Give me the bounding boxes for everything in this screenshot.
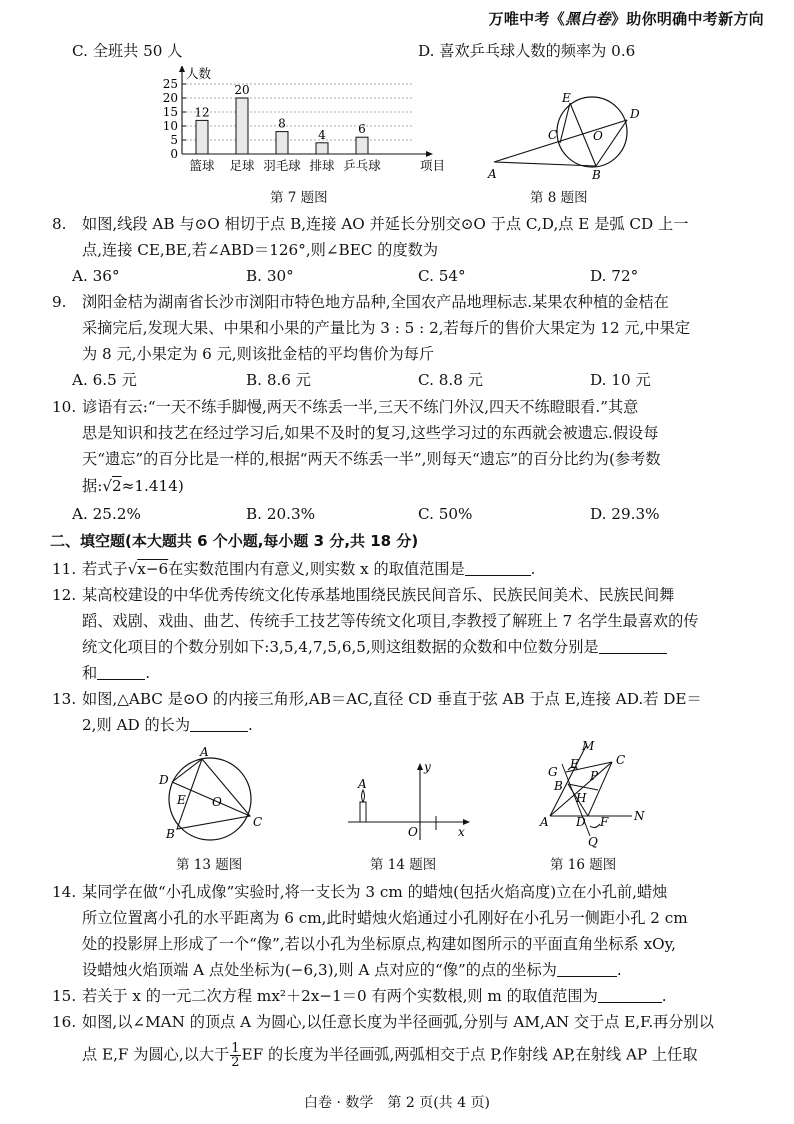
chart-category-label: 足球 [229,158,255,173]
q9-line3: 为 8 元,小果定为 6 元,则该批金桔的平均售价为每斤 [82,345,435,363]
fig16-label-B: B [554,779,563,793]
fig13-label-A: A [200,745,209,759]
fig14-label-y: y [424,760,431,774]
q14-line4 [82,959,622,981]
chart-category-label: 乒乓球 [343,158,381,173]
chart-y-axis-label: 人数 [186,66,212,81]
q15-line [52,985,667,1007]
q9-number: 9. [52,293,67,311]
fig14-label-x: x [458,825,465,839]
chart-bar [196,120,208,154]
q13-text2-end: . [248,716,253,734]
fig13-label-C: C [253,815,263,829]
fig16-label-N: N [634,809,645,823]
fig16-diagram [528,740,648,850]
q12-text4-end: . [145,664,151,682]
q8-option-b: B. 30° [246,267,294,285]
fig8-label-O: O [593,129,603,143]
q7-option-c: C. 全班共 50 人 [72,42,183,60]
fig14-caption: 第 14 题图 [370,857,437,873]
fig8-caption: 第 8 题图 [530,190,588,206]
fig16-label-A: A [540,815,549,829]
q10-text4-post: ≈1.414) [121,477,184,495]
chart-x-axis-label: 项目 [420,158,446,173]
page-footer: 白卷 · 数学 第 2 页(共 4 页) [304,1095,490,1111]
chart-bar [236,98,248,154]
fig13-caption: 第 13 题图 [176,857,243,873]
fig16-label-P: P [590,769,599,783]
q9-option-a: A. 6.5 元 [72,371,137,389]
fig14-label-A: A [358,777,367,791]
q12-text3: 统文化项目的个数分别如下:3,5,4,7,5,6,5,则这组数据的众数和中位数分别是 [82,638,599,656]
chart-category-label: 羽毛球 [263,158,301,173]
fraction-numerator: 1 [231,1041,240,1056]
q13-text1: 如图,△ABC 是⊙O 的内接三角形,AB＝AC,直径 CD 垂直于弦 AB 于点 E,连接 AD.若 DE＝ [82,690,702,708]
q13-text2-pre: 2,则 AD 的长为 [82,716,191,734]
q8-option-c: C. 54° [418,267,466,285]
q16-number: 16. [52,1013,77,1031]
q12-line1 [52,584,674,606]
q13-line1 [52,688,702,710]
chart-data-label: 12 [194,105,210,120]
q11-text-pre: 若式子 [82,560,128,578]
chart-y-tick-label: 10 [162,119,178,133]
q13-number: 13. [52,690,77,708]
fig14-candle [360,802,366,822]
q14-text4-pre: 设蜡烛火焰顶端 A 点处坐标为(−6,3),则 A 点对应的“像”的点的坐标为 [82,961,557,979]
q8-line1 [52,213,688,235]
q15-text-pre: 若关于 x 的一元二次方程 mx²＋2x−1＝0 有两个实数根,则 m 的取值范围为 [82,987,598,1005]
fig8-label-D: D [630,107,640,121]
chart-y-arrow [179,66,185,72]
q13-answer-blank[interactable] [190,717,248,732]
chart-data-label: 8 [278,116,286,131]
chart-bar [316,143,328,154]
q13-line2 [82,714,253,736]
q12-text4-pre: 和 [82,664,98,682]
q9-option-d: D. 10 元 [590,371,651,389]
q12-line2: 蹈、戏剧、戏曲、曲艺、传统手工技艺等传统文化项目,李教授了解班上 7 名学生最喜欢的传 [82,612,699,630]
chart-category-label: 排球 [309,158,335,173]
q16-line1 [52,1011,714,1033]
q14-text4-end: . [616,961,622,979]
q14-line1 [52,881,667,903]
chart-plot [163,66,445,173]
fig13-label-B: B [166,827,175,841]
chart-data-label: 4 [318,127,326,142]
fraction-one-half [230,1042,240,1069]
chart-y-tick-label: 25 [162,77,178,91]
q14-line3: 处的投影屏上形成了一个“像”,若以小孔为坐标原点,构建如图所示的平面直角坐标系 xOy, [82,935,676,953]
q9-line1 [52,291,669,313]
fig8-line-BD [596,120,627,166]
q8-option-a: A. 36° [72,267,120,285]
fig8-line-AB [494,162,596,166]
q15-number: 15. [52,987,77,1005]
q12-answer-blank-1[interactable] [599,639,667,654]
q12-line3 [82,636,667,658]
q10-number: 10. [52,398,77,416]
q10-option-a: A. 25.2% [72,505,141,523]
q11-line [52,558,535,580]
fig16-label-Q: Q [588,835,598,849]
fig8-diagram [480,90,650,186]
fig16-label-C: C [616,753,626,767]
q16-line2 [82,1042,698,1069]
fig8-label-C: C [548,128,558,142]
q8-line2: 点,连接 CE,BE,若∠ABD＝126°,则∠BEC 的度数为 [82,241,439,259]
chart-bar [356,137,368,154]
chart-data-label: 6 [358,122,366,137]
sqrt-sign: √ [102,477,112,495]
q12-text1: 某高校建设的中华优秀传统文化传承基地围绕民族民间音乐、民族民间美术、民族民间舞 [82,586,675,604]
chart-data-label: 20 [234,83,250,97]
q10-option-d: D. 29.3% [590,505,660,523]
fig14-y-arrow [417,763,423,770]
q7-option-d: D. 喜欢乒乓球人数的频率为 0.6 [418,42,636,60]
q10-text1: 谚语有云:“一天不练手脚慢,两天不练丢一半,三天不练门外汉,四天不练瞪眼看.”其意 [82,398,639,416]
fig8-label-B: B [592,168,601,182]
fig13-label-D: D [159,773,169,787]
q10-text4-pre: 据: [82,477,103,495]
fig16-label-D: D [576,815,586,829]
q12-number: 12. [52,586,77,604]
q10-line1 [52,396,638,418]
fraction-denominator: 2 [231,1055,240,1070]
q10-option-b: B. 20.3% [246,505,316,523]
fig13-label-E: E [177,793,186,807]
fig7-bar-chart [150,66,450,186]
fig8-label-A: A [488,167,497,181]
fig13-diagram [150,744,280,848]
q11-answer-blank[interactable] [465,561,531,576]
q14-answer-blank[interactable] [557,962,617,977]
chart-y-tick-label: 20 [162,91,178,105]
page-header [489,8,764,29]
q14-line2: 所立位置离小孔的水平距离为 6 cm,此时蜡烛火焰通过小孔刚好在小孔另一侧距小孔 2 cm [82,909,688,927]
q9-text1: 浏阳金桔为湖南省长沙市浏阳市特色地方品种,全国农产品地理标志.某果农种植的金桔在 [82,293,669,311]
q11-number: 11. [52,560,77,578]
fig13-label-O: O [212,795,222,809]
header-brand: 黑白卷 [565,10,611,28]
q15-answer-blank[interactable] [598,988,662,1003]
q10-sqrt-radicand: 2 [112,477,122,495]
fig16-caption: 第 16 题图 [550,857,617,873]
q8-option-d: D. 72° [590,267,639,285]
q11-sqrt-radicand: x−6 [137,560,169,578]
fig14-flame-icon [362,790,365,802]
fig16-line-BH [568,784,598,790]
q9-option-c: C. 8.8 元 [418,371,483,389]
q10-option-c: C. 50% [418,505,473,523]
chart-bar [276,132,288,154]
sqrt-sign: √ [127,560,138,578]
q10-line2: 思是知识和技艺在经过学习后,如果不及时的复习,这些学习过的东西就会被遗忘.假设每 [82,424,659,442]
fig7-caption: 第 7 题图 [270,190,328,206]
fig16-label-E: E [570,757,579,771]
chart-y-tick-label: 5 [170,133,178,147]
q16-text2-pre: 点 E,F 为圆心,以大于 [82,1045,230,1064]
header-suffix: 》助你明确中考新方向 [610,10,764,28]
section-fill-in-blank-title: 二、填空题(本大题共 6 个小题,每小题 3 分,共 18 分) [50,532,419,550]
fig16-label-G: G [548,765,558,779]
fig14-diagram [338,758,478,848]
q8-number: 8. [52,215,67,233]
q12-line4 [82,662,150,684]
chart-y-tick-label: 15 [162,105,178,119]
fig14-label-O: O [408,825,418,839]
fig16-label-M: M [582,740,595,753]
q11-text-post: 在实数范围内有意义,则实数 x 的取值范围是 [168,560,465,578]
q11-text-end: . [530,560,536,578]
fig16-label-H: H [576,791,587,805]
q8-text1: 如图,线段 AB 与⊙O 相切于点 B,连接 AO 并延长分别交⊙O 于点 C,D,点 E 是弧 CD 上一 [82,215,689,233]
q9-option-b: B. 8.6 元 [246,371,311,389]
q10-line4 [82,475,184,497]
fig16-label-F: F [600,815,609,829]
q14-text1: 某同学在做“小孔成像”实验时,将一支长为 3 cm 的蜡烛(包括火焰高度)立在小孔前,蜡烛 [82,883,668,901]
header-prefix: 万唯中考《 [488,10,566,28]
fig8-label-E: E [562,91,571,105]
q15-text-end: . [661,987,667,1005]
q12-answer-blank-2[interactable] [97,665,145,680]
fig16-arc-2 [590,824,600,828]
chart-category-label: 篮球 [189,158,215,173]
q14-number: 14. [52,883,77,901]
chart-x-arrow [426,151,433,157]
q16-text2-post: EF 的长度为半径画弧,两弧相交于点 P,作射线 AP,在射线 AP 上任取 [241,1045,698,1064]
chart-y-tick-label: 0 [170,147,178,161]
q9-line2: 采摘完后,发现大果、中果和小果的产量比为 3 : 5 : 2,若每斤的售价大果定为 12 元,中果定 [82,319,691,337]
q16-text1: 如图,以∠MAN 的顶点 A 为圆心,以任意长度为半径画弧,分别与 AM,AN 交于点 E,F.再分别以 [82,1013,714,1031]
q10-line3: 天“遗忘”的百分比是一样的,根据“两天不练丢一半”,则每天“遗忘”的百分比约为(参考数 [82,450,661,468]
